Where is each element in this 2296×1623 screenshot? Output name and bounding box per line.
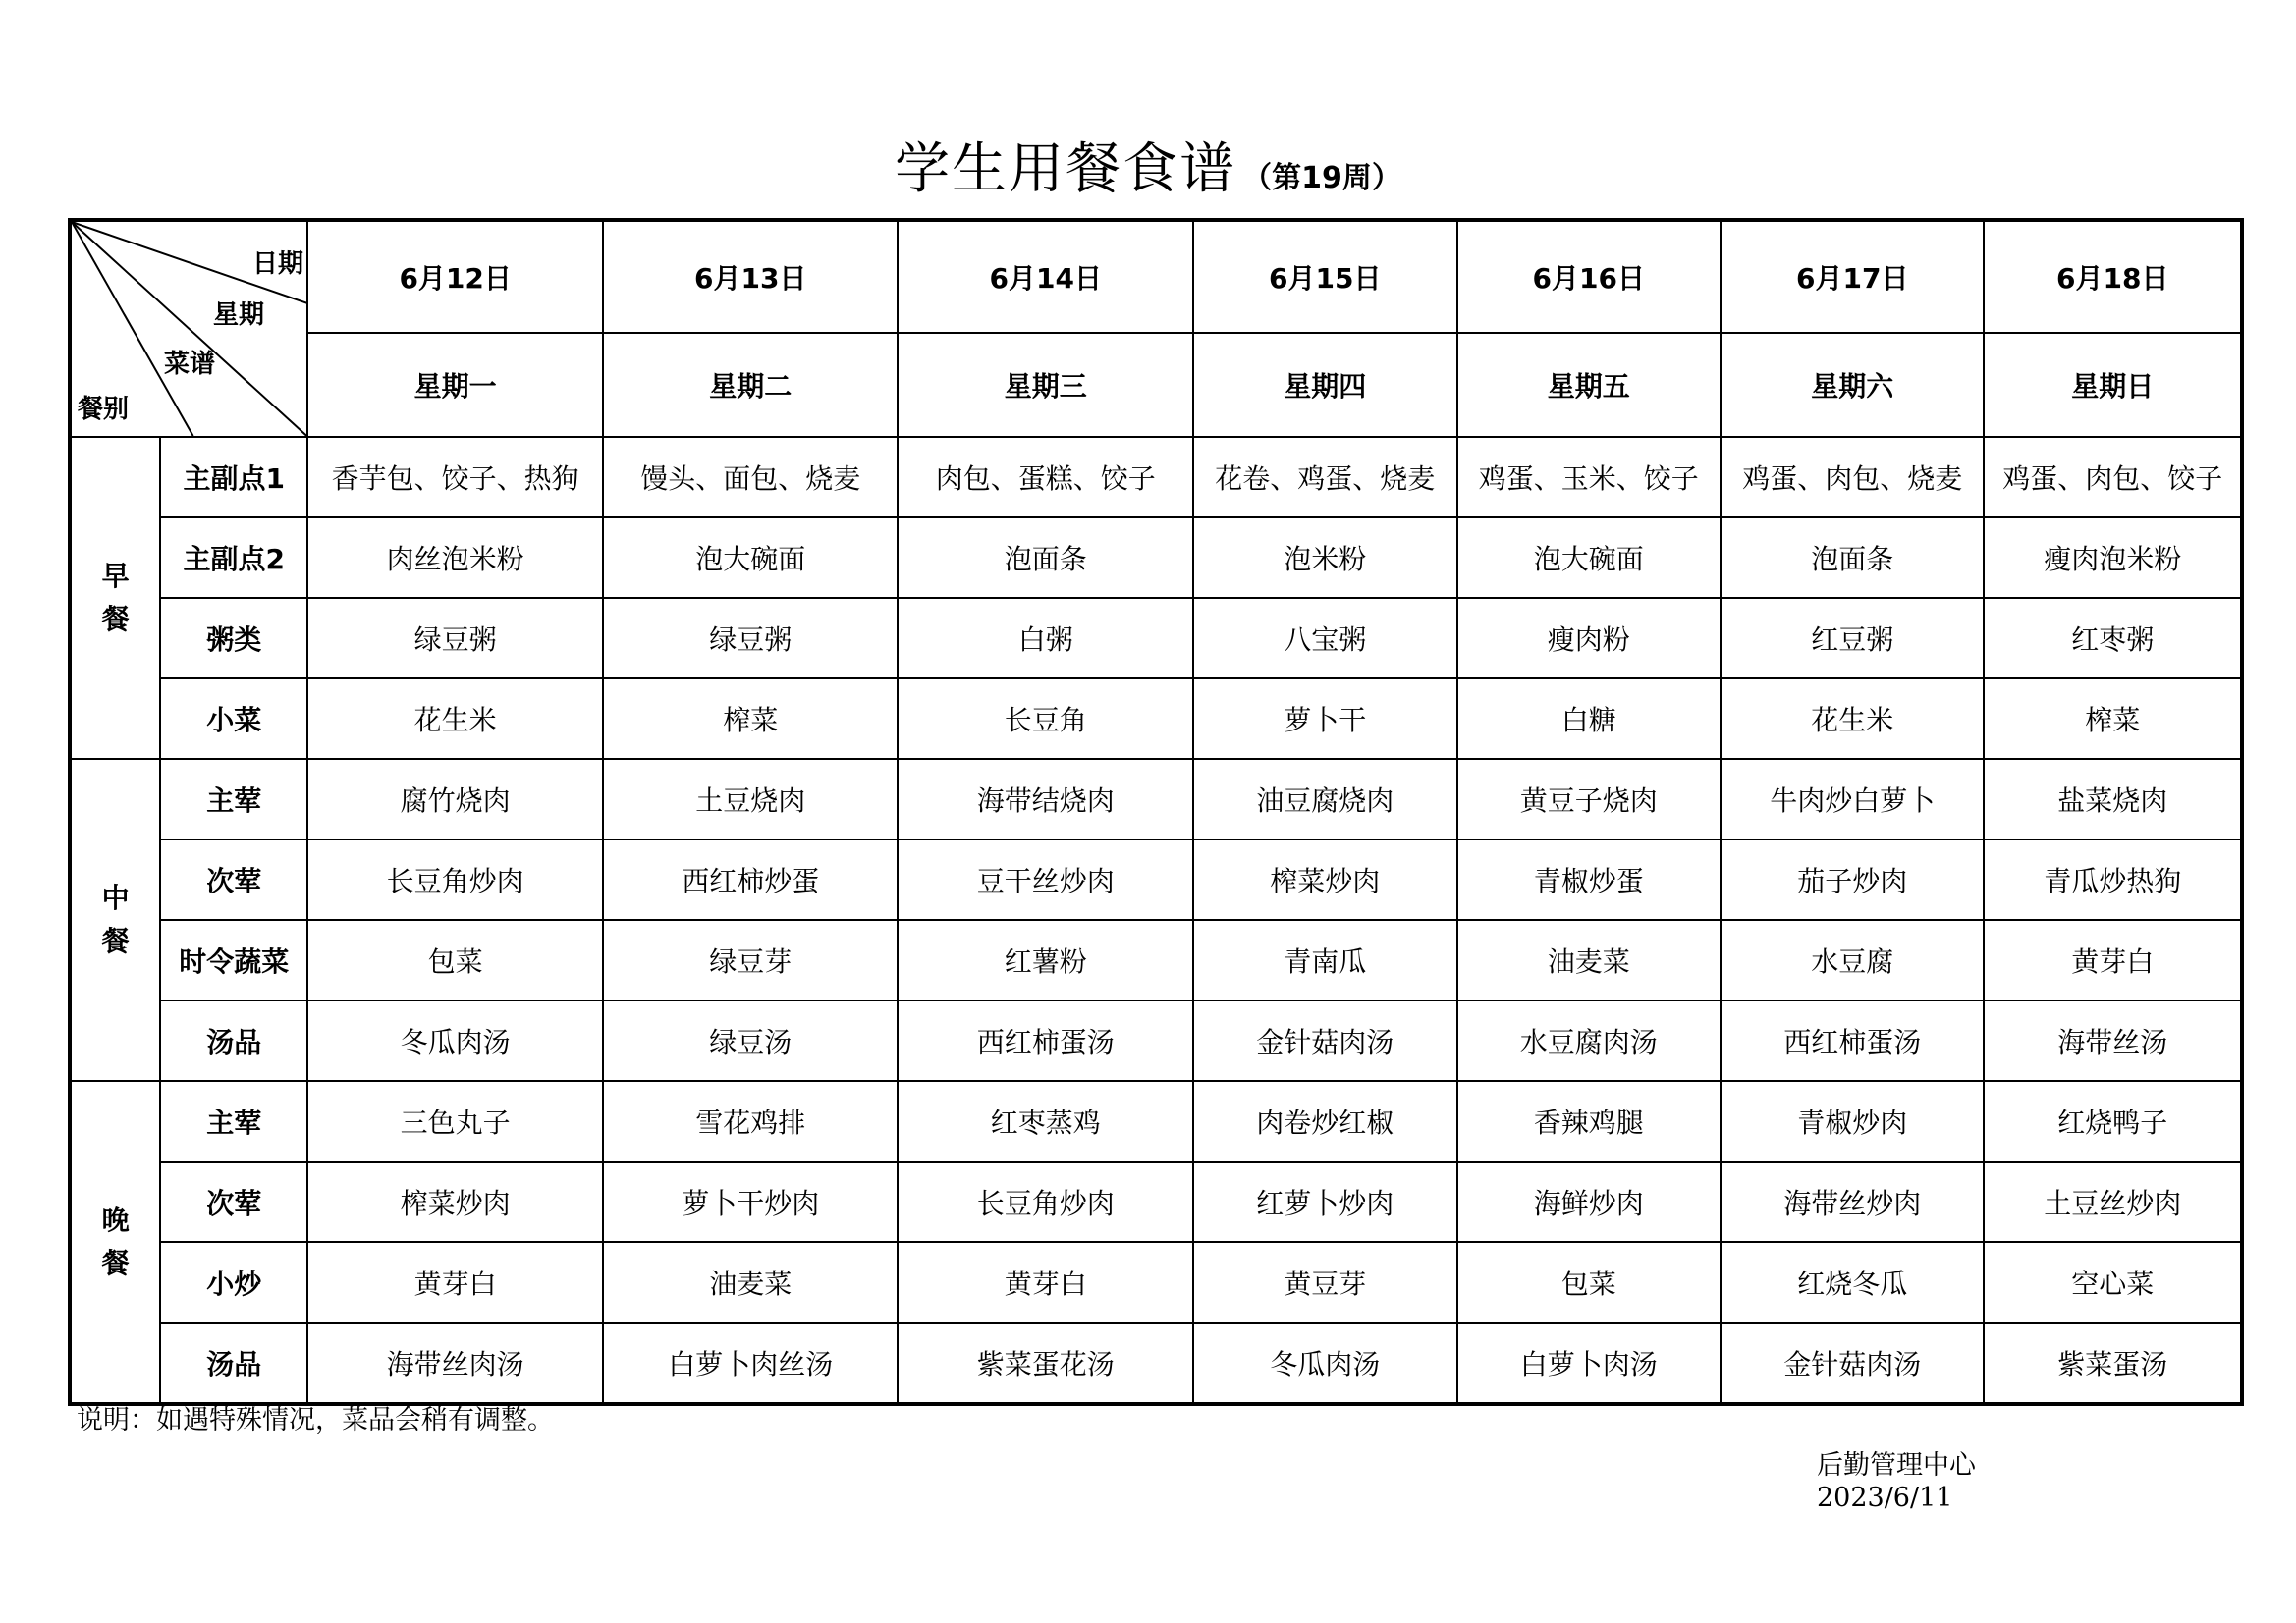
dish-cell: 水豆腐肉汤 <box>1457 1001 1721 1081</box>
dish-cell: 肉包、蛋糕、饺子 <box>898 437 1193 517</box>
menu-row <box>70 759 2242 839</box>
menu-row <box>70 678 2242 759</box>
dish-cell: 泡面条 <box>1721 517 1984 598</box>
menu-row <box>70 1001 2242 1081</box>
dish-cell: 海鲜炒肉 <box>1457 1162 1721 1242</box>
dish-cell: 花卷、鸡蛋、烧麦 <box>1193 437 1456 517</box>
dish-cell: 油麦菜 <box>603 1242 899 1323</box>
dish-cell: 西红柿炒蛋 <box>603 839 899 920</box>
meal-category-cell <box>70 437 160 759</box>
weekday-cell: 星期三 <box>898 333 1193 437</box>
dish-cell: 八宝粥 <box>1193 598 1456 678</box>
title-main: 学生用餐食谱 <box>895 137 1237 201</box>
dish-cell: 瘦肉泡米粉 <box>1984 517 2242 598</box>
dish-cell: 三色丸子 <box>307 1081 603 1162</box>
dish-cell: 绿豆芽 <box>603 920 899 1001</box>
dish-cell: 馒头、面包、烧麦 <box>603 437 899 517</box>
weekday-row <box>70 333 2242 437</box>
dish-cell: 花生米 <box>1721 678 1984 759</box>
dish-cell: 雪花鸡排 <box>603 1081 899 1162</box>
dish-cell: 白糖 <box>1457 678 1721 759</box>
meal-category-char: 餐 <box>101 603 130 635</box>
row-label: 时令蔬菜 <box>160 920 307 1001</box>
dish-cell: 红豆粥 <box>1721 598 1984 678</box>
date-cell: 6月17日 <box>1721 220 1984 333</box>
dish-cell: 西红柿蛋汤 <box>1721 1001 1984 1081</box>
menu-row <box>70 1323 2242 1404</box>
menu-row <box>70 1081 2242 1162</box>
dish-cell: 茄子炒肉 <box>1721 839 1984 920</box>
weekday-cell: 星期四 <box>1193 333 1456 437</box>
dish-cell: 黄豆芽 <box>1193 1242 1456 1323</box>
date-cell: 6月14日 <box>898 220 1193 333</box>
dish-cell: 包菜 <box>1457 1242 1721 1323</box>
dish-cell: 绿豆粥 <box>307 598 603 678</box>
dish-cell: 绿豆汤 <box>603 1001 899 1081</box>
row-label: 主副点1 <box>160 437 307 517</box>
row-label: 主副点2 <box>160 517 307 598</box>
dish-cell: 白粥 <box>898 598 1193 678</box>
row-label: 主荤 <box>160 759 307 839</box>
dish-cell: 鸡蛋、肉包、烧麦 <box>1721 437 1984 517</box>
menu-row <box>70 1242 2242 1323</box>
dish-cell: 肉丝泡米粉 <box>307 517 603 598</box>
dish-cell: 紫菜蛋花汤 <box>898 1323 1193 1404</box>
dish-cell: 萝卜干 <box>1193 678 1456 759</box>
meal-category-char: 晚 <box>101 1204 130 1236</box>
title-week: （第19周） <box>1242 161 1401 195</box>
dish-cell: 鸡蛋、肉包、饺子 <box>1984 437 2242 517</box>
dish-cell: 白萝卜肉丝汤 <box>603 1323 899 1404</box>
dish-cell: 长豆角炒肉 <box>307 839 603 920</box>
dish-cell: 西红柿蛋汤 <box>898 1001 1193 1081</box>
dish-cell: 海带结烧肉 <box>898 759 1193 839</box>
dish-cell: 豆干丝炒肉 <box>898 839 1193 920</box>
menu-row <box>70 437 2242 517</box>
dish-cell: 水豆腐 <box>1721 920 1984 1001</box>
dish-cell: 红烧冬瓜 <box>1721 1242 1984 1323</box>
dish-cell: 空心菜 <box>1984 1242 2242 1323</box>
dish-cell: 长豆角 <box>898 678 1193 759</box>
dish-cell: 青瓜炒热狗 <box>1984 839 2242 920</box>
dish-cell: 长豆角炒肉 <box>898 1162 1193 1242</box>
dish-cell: 红枣粥 <box>1984 598 2242 678</box>
menu-row <box>70 920 2242 1001</box>
dish-cell: 瘦肉粉 <box>1457 598 1721 678</box>
page-title <box>0 126 2296 204</box>
dish-cell: 金针菇肉汤 <box>1721 1323 1984 1404</box>
meal-category-char: 中 <box>101 882 130 914</box>
weekday-cell: 星期一 <box>307 333 603 437</box>
dish-cell: 青椒炒蛋 <box>1457 839 1721 920</box>
dish-cell: 红薯粉 <box>898 920 1193 1001</box>
dish-cell: 紫菜蛋汤 <box>1984 1323 2242 1404</box>
dish-cell: 青椒炒肉 <box>1721 1081 1984 1162</box>
dish-cell: 花生米 <box>307 678 603 759</box>
dish-cell: 鸡蛋、玉米、饺子 <box>1457 437 1721 517</box>
date-cell: 6月12日 <box>307 220 603 333</box>
dish-cell: 泡大碗面 <box>603 517 899 598</box>
dish-cell: 冬瓜肉汤 <box>307 1001 603 1081</box>
meal-category-char: 早 <box>101 560 130 592</box>
row-label: 小炒 <box>160 1242 307 1323</box>
date-row <box>70 220 2242 333</box>
menu-row <box>70 598 2242 678</box>
diag-label-weekday: 星期 <box>213 300 265 330</box>
date-cell: 6月18日 <box>1984 220 2242 333</box>
dish-cell: 黄芽白 <box>307 1242 603 1323</box>
note-text: 说明：如遇特殊情况，菜品会稍有调整。 <box>77 1405 554 1435</box>
date-cell: 6月15日 <box>1193 220 1456 333</box>
dish-cell: 盐菜烧肉 <box>1984 759 2242 839</box>
date-cell: 6月13日 <box>603 220 899 333</box>
dish-cell: 金针菇肉汤 <box>1193 1001 1456 1081</box>
dish-cell: 红烧鸭子 <box>1984 1081 2242 1162</box>
dish-cell: 肉卷炒红椒 <box>1193 1081 1456 1162</box>
footer-org: 后勤管理中心 <box>1817 1450 1976 1481</box>
meal-category-cell <box>70 1081 160 1404</box>
dish-cell: 青南瓜 <box>1193 920 1456 1001</box>
dish-cell: 黄芽白 <box>1984 920 2242 1001</box>
dish-cell: 白萝卜肉汤 <box>1457 1323 1721 1404</box>
weekday-cell: 星期二 <box>603 333 899 437</box>
meal-category-cell <box>70 759 160 1081</box>
header-diagonal-cell <box>70 220 307 437</box>
diag-label-date: 日期 <box>252 249 304 279</box>
meal-category-char: 餐 <box>101 1247 130 1279</box>
dish-cell: 包菜 <box>307 920 603 1001</box>
diag-label-meal: 餐别 <box>78 395 130 424</box>
dish-cell: 土豆烧肉 <box>603 759 899 839</box>
dish-cell: 榨菜 <box>603 678 899 759</box>
row-label: 主荤 <box>160 1081 307 1162</box>
dish-cell: 油麦菜 <box>1457 920 1721 1001</box>
menu-row <box>70 839 2242 920</box>
menu-table <box>68 218 2244 1406</box>
dish-cell: 榨菜炒肉 <box>307 1162 603 1242</box>
dish-cell: 榨菜炒肉 <box>1193 839 1456 920</box>
dish-cell: 海带丝汤 <box>1984 1001 2242 1081</box>
dish-cell: 腐竹烧肉 <box>307 759 603 839</box>
dish-cell: 牛肉炒白萝卜 <box>1721 759 1984 839</box>
row-label: 次荤 <box>160 839 307 920</box>
diag-label-menu: 菜谱 <box>164 350 216 379</box>
menu-row <box>70 1162 2242 1242</box>
dish-cell: 香辣鸡腿 <box>1457 1081 1721 1162</box>
dish-cell: 红萝卜炒肉 <box>1193 1162 1456 1242</box>
dish-cell: 黄豆子烧肉 <box>1457 759 1721 839</box>
dish-cell: 海带丝炒肉 <box>1721 1162 1984 1242</box>
weekday-cell: 星期六 <box>1721 333 1984 437</box>
row-label: 小菜 <box>160 678 307 759</box>
dish-cell: 黄芽白 <box>898 1242 1193 1323</box>
row-label: 次荤 <box>160 1162 307 1242</box>
dish-cell: 海带丝肉汤 <box>307 1323 603 1404</box>
dish-cell: 油豆腐烧肉 <box>1193 759 1456 839</box>
dish-cell: 萝卜干炒肉 <box>603 1162 899 1242</box>
dish-cell: 土豆丝炒肉 <box>1984 1162 2242 1242</box>
dish-cell: 红枣蒸鸡 <box>898 1081 1193 1162</box>
menu-row <box>70 517 2242 598</box>
row-label: 汤品 <box>160 1001 307 1081</box>
dish-cell: 泡面条 <box>898 517 1193 598</box>
dish-cell: 冬瓜肉汤 <box>1193 1323 1456 1404</box>
date-cell: 6月16日 <box>1457 220 1721 333</box>
weekday-cell: 星期日 <box>1984 333 2242 437</box>
footer-date: 2023/6/11 <box>1817 1483 1953 1513</box>
dish-cell: 绿豆粥 <box>603 598 899 678</box>
dish-cell: 泡大碗面 <box>1457 517 1721 598</box>
row-label: 汤品 <box>160 1323 307 1404</box>
dish-cell: 榨菜 <box>1984 678 2242 759</box>
dish-cell: 香芋包、饺子、热狗 <box>307 437 603 517</box>
dish-cell: 泡米粉 <box>1193 517 1456 598</box>
meal-category-char: 餐 <box>101 925 130 957</box>
weekday-cell: 星期五 <box>1457 333 1721 437</box>
row-label: 粥类 <box>160 598 307 678</box>
